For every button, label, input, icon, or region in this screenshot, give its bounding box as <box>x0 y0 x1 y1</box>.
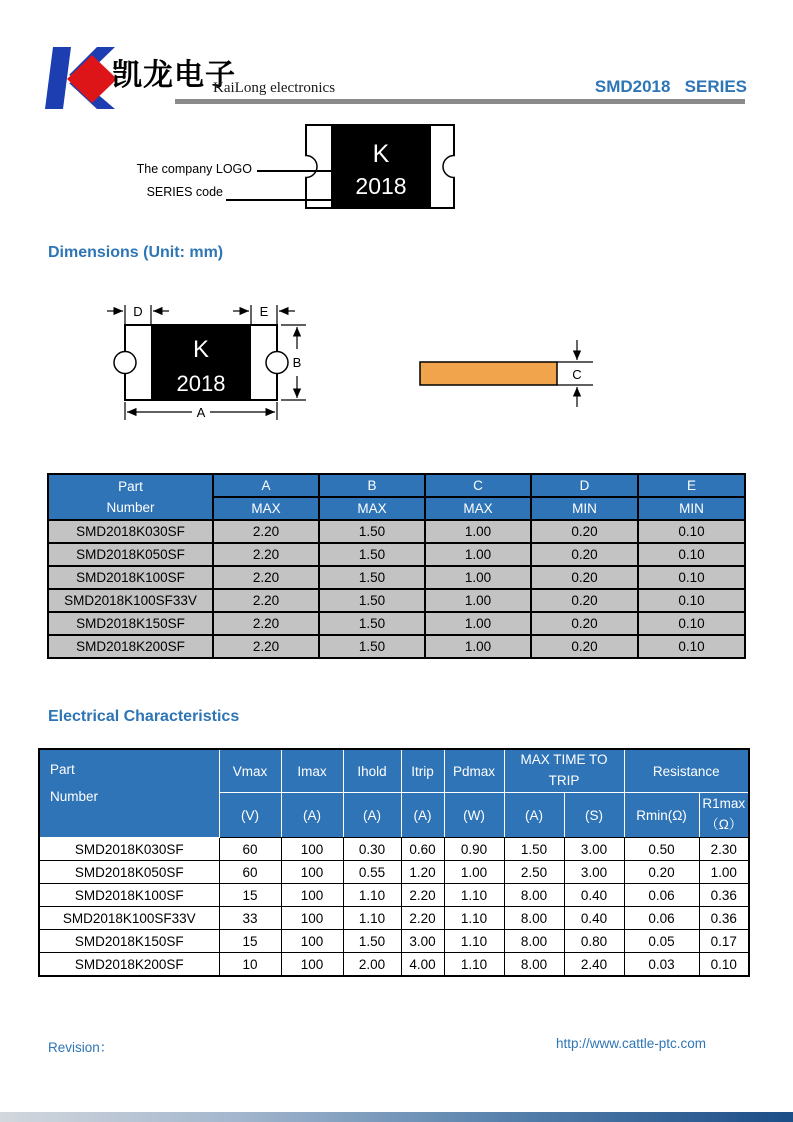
dim-limit-d: MIN <box>531 497 638 520</box>
value-cell: 1.50 <box>319 612 425 635</box>
part-number-cell: SMD2018K100SF <box>48 566 213 589</box>
value-cell: 100 <box>281 884 343 907</box>
elec-col-itrip: Itrip <box>401 749 444 793</box>
value-cell: 10 <box>219 953 281 977</box>
value-cell: 1.10 <box>444 907 504 930</box>
value-cell: 100 <box>281 930 343 953</box>
value-cell: 100 <box>281 953 343 977</box>
table-row <box>48 589 745 612</box>
value-cell: 0.03 <box>624 953 699 977</box>
value-cell: 0.06 <box>624 884 699 907</box>
value-cell: 8.00 <box>504 930 564 953</box>
dim-label-a: A <box>196 405 206 420</box>
dimension-side-view <box>413 328 598 408</box>
value-cell: 2.20 <box>213 566 319 589</box>
elec-unit-itrip: (A) <box>401 793 444 838</box>
part-number-cell: SMD2018K050SF <box>48 543 213 566</box>
table-row <box>48 612 745 635</box>
value-cell: 4.00 <box>401 953 444 977</box>
value-cell: 1.00 <box>425 589 531 612</box>
value-cell: 60 <box>219 861 281 884</box>
value-cell: 0.05 <box>624 930 699 953</box>
value-cell: 1.50 <box>319 520 425 543</box>
value-cell: 2.20 <box>213 612 319 635</box>
value-cell: 100 <box>281 838 343 861</box>
value-cell: 0.90 <box>444 838 504 861</box>
elec-unit-trip-a: (A) <box>504 793 564 838</box>
value-cell: 0.20 <box>531 635 638 658</box>
value-cell: 1.00 <box>425 635 531 658</box>
series-callout-line <box>226 199 332 201</box>
table-row <box>48 543 745 566</box>
elec-unit-ihold: (A) <box>343 793 401 838</box>
value-cell: 0.40 <box>564 907 624 930</box>
value-cell: 3.00 <box>564 861 624 884</box>
drawing-logo-letter: K <box>192 336 210 363</box>
dim-label-e: E <box>259 304 269 319</box>
dim-label-d: D <box>133 304 143 319</box>
header-divider <box>175 99 745 104</box>
table-row <box>48 566 745 589</box>
value-cell: 1.50 <box>504 838 564 861</box>
value-cell: 2.20 <box>213 589 319 612</box>
table-row <box>39 930 749 953</box>
value-cell: 3.00 <box>401 930 444 953</box>
value-cell: 1.10 <box>343 884 401 907</box>
series-callout-label: SERIES code <box>146 185 223 199</box>
elec-col-imax: Imax <box>281 749 343 793</box>
part-number-cell: SMD2018K030SF <box>39 838 219 861</box>
value-cell: 0.60 <box>401 838 444 861</box>
elec-unit-imax: (A) <box>281 793 343 838</box>
value-cell: 0.55 <box>343 861 401 884</box>
revision-label: Revision： <box>48 1040 114 1055</box>
elec-unit-vmax: (V) <box>219 793 281 838</box>
website-link[interactable]: http://www.cattle-ptc.com <box>555 1036 706 1051</box>
table-row <box>48 635 745 658</box>
value-cell: 0.20 <box>531 612 638 635</box>
table-row <box>48 520 745 543</box>
elec-col-vmax: Vmax <box>219 749 281 793</box>
value-cell: 0.10 <box>638 566 745 589</box>
value-cell: 2.00 <box>343 953 401 977</box>
electrical-heading: Electrical Characteristics <box>48 708 240 725</box>
elec-part-header-line2: Number <box>50 789 99 804</box>
company-name-english: KaiLong electronics <box>213 80 336 96</box>
dimension-front-view <box>100 293 310 428</box>
dim-col-b: B <box>319 474 425 497</box>
part-number-cell: SMD2018K150SF <box>39 930 219 953</box>
value-cell: 0.30 <box>343 838 401 861</box>
dimensions-heading: Dimensions (Unit: mm) <box>48 244 224 261</box>
value-cell: 0.50 <box>624 838 699 861</box>
elec-part-header <box>39 749 219 838</box>
dim-col-d: D <box>531 474 638 497</box>
dim-limit-b: MAX <box>319 497 425 520</box>
value-cell: 2.20 <box>401 907 444 930</box>
value-cell: 0.10 <box>699 953 749 977</box>
value-cell: 2.40 <box>564 953 624 977</box>
value-cell: 2.20 <box>213 635 319 658</box>
value-cell: 2.20 <box>213 520 319 543</box>
value-cell: 1.50 <box>319 635 425 658</box>
value-cell: 8.00 <box>504 953 564 977</box>
value-cell: 1.00 <box>425 543 531 566</box>
elec-col-ihold: Ihold <box>343 749 401 793</box>
dim-label-b: B <box>292 355 302 370</box>
dim-part-header-line1: Part <box>118 479 143 494</box>
value-cell: 1.10 <box>444 884 504 907</box>
value-cell: 0.10 <box>638 635 745 658</box>
value-cell: 1.50 <box>319 543 425 566</box>
value-cell: 0.36 <box>699 907 749 930</box>
part-number-cell: SMD2018K200SF <box>39 953 219 977</box>
dim-limit-e: MIN <box>638 497 745 520</box>
part-number-cell: SMD2018K050SF <box>39 861 219 884</box>
drawing-series-code: 2018 <box>176 371 226 396</box>
dim-col-c: C <box>425 474 531 497</box>
value-cell: 1.00 <box>425 520 531 543</box>
value-cell: 100 <box>281 861 343 884</box>
elec-col-max-time-to-trip: MAX TIME TO TRIP <box>504 749 624 793</box>
elec-unit-trip-s: (S) <box>564 793 624 838</box>
value-cell: 2.20 <box>213 543 319 566</box>
value-cell: 0.10 <box>638 520 745 543</box>
table-row <box>39 861 749 884</box>
value-cell: 1.00 <box>444 861 504 884</box>
elec-unit-pdmax: (W) <box>444 793 504 838</box>
dim-limit-a: MAX <box>213 497 319 520</box>
value-cell: 0.36 <box>699 884 749 907</box>
table-row <box>39 884 749 907</box>
chip-logo-letter: K <box>372 140 390 168</box>
value-cell: 0.20 <box>531 566 638 589</box>
part-number-cell: SMD2018K100SF <box>39 884 219 907</box>
value-cell: 1.00 <box>425 612 531 635</box>
value-cell: 2.20 <box>401 884 444 907</box>
dim-col-a: A <box>213 474 319 497</box>
value-cell: 0.10 <box>638 543 745 566</box>
table-row <box>39 953 749 977</box>
electrical-table <box>38 748 750 977</box>
value-cell: 2.30 <box>699 838 749 861</box>
elec-col-pdmax: Pdmax <box>444 749 504 793</box>
elec-part-header-line1: Part <box>50 762 75 777</box>
value-cell: 1.50 <box>319 589 425 612</box>
value-cell: 1.50 <box>319 566 425 589</box>
page-bottom-bar <box>0 1112 793 1122</box>
value-cell: 1.00 <box>425 566 531 589</box>
dim-label-c: C <box>572 367 582 382</box>
elec-unit-r1max-line1: R1max <box>702 796 746 812</box>
value-cell: 0.10 <box>638 589 745 612</box>
value-cell: 60 <box>219 838 281 861</box>
value-cell: 33 <box>219 907 281 930</box>
dim-part-header <box>48 474 213 520</box>
dim-col-e: E <box>638 474 745 497</box>
series-title: SMD2018 SERIES <box>594 77 747 96</box>
value-cell: 1.50 <box>343 930 401 953</box>
value-cell: 8.00 <box>504 907 564 930</box>
value-cell: 0.17 <box>699 930 749 953</box>
dim-limit-c: MAX <box>425 497 531 520</box>
value-cell: 15 <box>219 930 281 953</box>
value-cell: 1.10 <box>343 907 401 930</box>
part-number-cell: SMD2018K030SF <box>48 520 213 543</box>
value-cell: 3.00 <box>564 838 624 861</box>
value-cell: 100 <box>281 907 343 930</box>
part-number-cell: SMD2018K100SF33V <box>39 907 219 930</box>
table-row <box>39 907 749 930</box>
value-cell: 15 <box>219 884 281 907</box>
value-cell: 0.20 <box>624 861 699 884</box>
part-number-cell: SMD2018K200SF <box>48 635 213 658</box>
part-number-cell: SMD2018K100SF33V <box>48 589 213 612</box>
value-cell: 8.00 <box>504 884 564 907</box>
value-cell: 0.20 <box>531 589 638 612</box>
dim-part-header-line2: Number <box>106 500 155 515</box>
part-number-cell: SMD2018K150SF <box>48 612 213 635</box>
value-cell: 1.20 <box>401 861 444 884</box>
value-cell: 1.10 <box>444 953 504 977</box>
value-cell: 0.20 <box>531 520 638 543</box>
value-cell: 0.40 <box>564 884 624 907</box>
dimensions-table <box>47 473 746 659</box>
value-cell: 0.20 <box>531 543 638 566</box>
value-cell: 1.10 <box>444 930 504 953</box>
value-cell: 0.06 <box>624 907 699 930</box>
value-cell: 2.50 <box>504 861 564 884</box>
value-cell: 0.10 <box>638 612 745 635</box>
company-name-chinese: 凯龙电子 <box>112 58 236 93</box>
elec-unit-rmin: Rmin(Ω) <box>624 793 699 838</box>
value-cell: 0.80 <box>564 930 624 953</box>
value-cell: 1.00 <box>699 861 749 884</box>
table-row <box>39 838 749 861</box>
chip-series-code: 2018 <box>355 173 407 199</box>
company-logo-icon <box>45 47 117 109</box>
device-figure <box>305 124 455 209</box>
elec-col-resistance: Resistance <box>624 749 749 793</box>
elec-unit-r1max-line2: （Ω） <box>705 817 743 832</box>
elec-unit-r1max <box>699 793 749 838</box>
logo-callout-line <box>257 170 333 172</box>
logo-callout-label: The company LOGO <box>136 162 252 176</box>
